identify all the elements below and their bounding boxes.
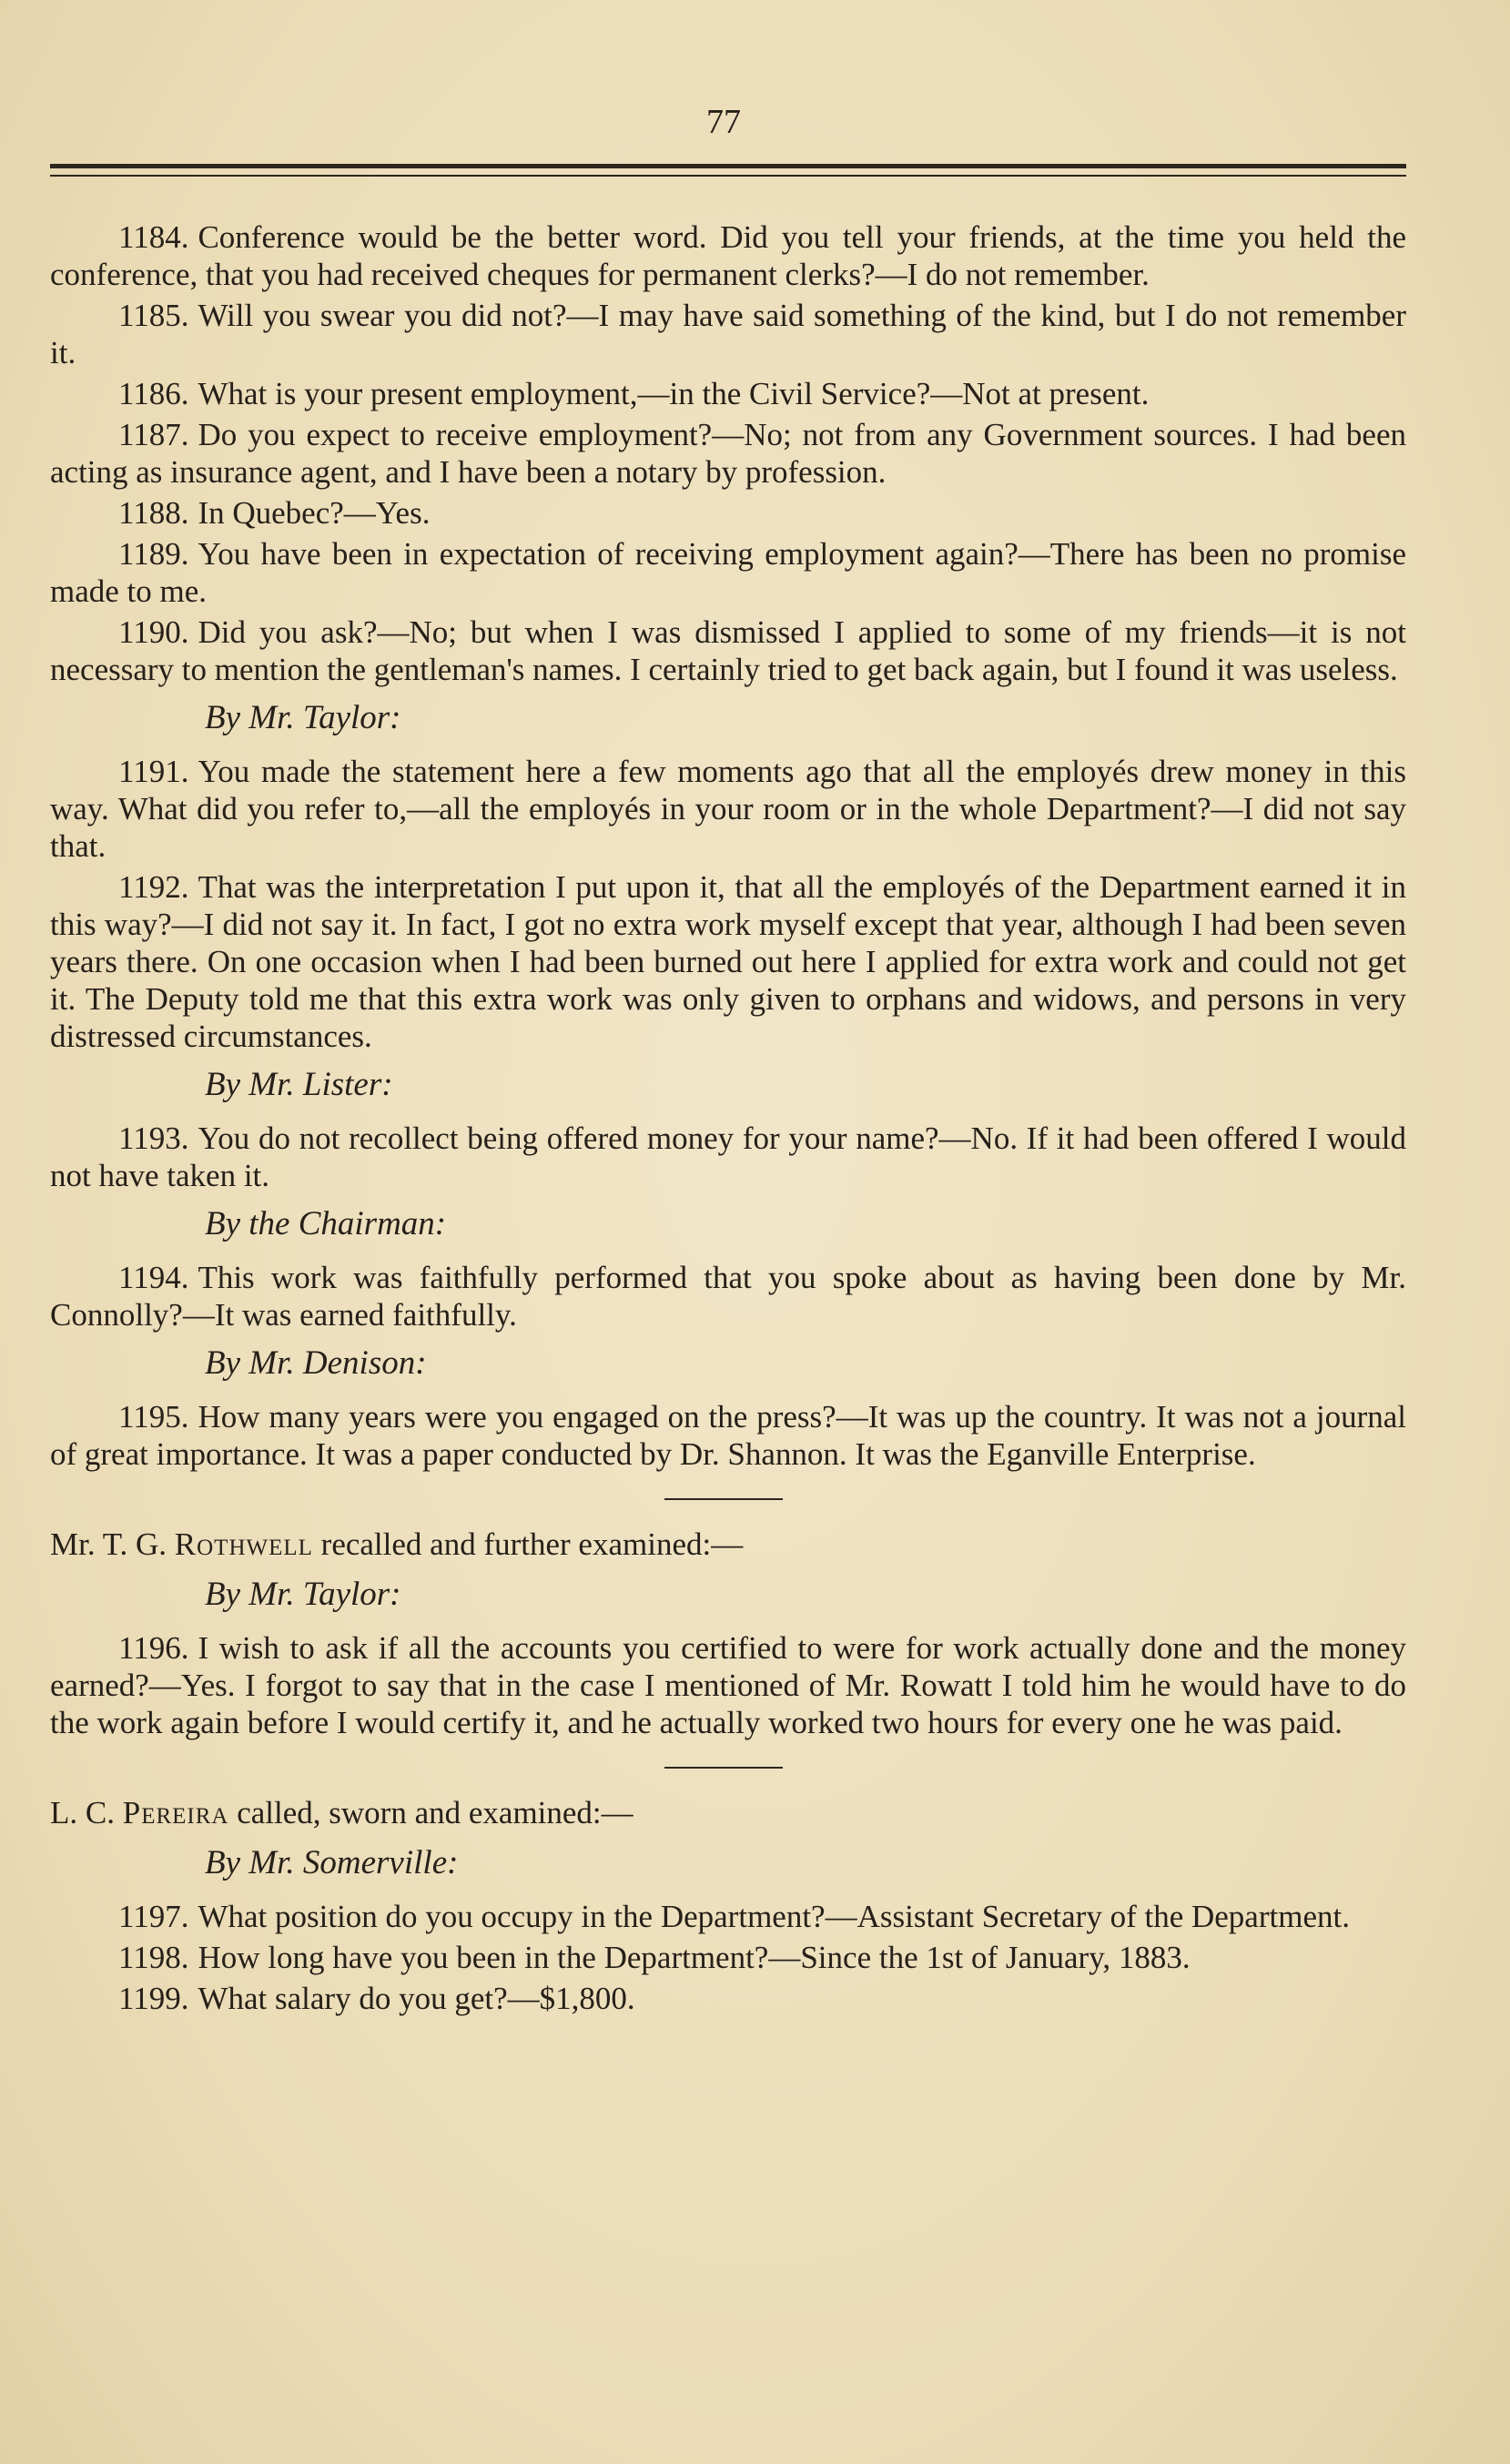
question-number: 1186. [118,376,189,411]
question-number: 1191. [118,754,189,789]
question-text: What is your present employment,—in the Civil Service? [198,376,931,411]
question-answer [50,494,1406,532]
witness-name: Pereira [122,1795,229,1830]
question-number: 1198. [118,1940,189,1975]
answer-text: — Yes. I forgot to say that in the case I mentioned of Mr. Rowatt I told him he would have to do the work again before I would certify it, and he actually worked two hours for every one he was paid. [50,1668,1406,1740]
answer-text: — $1,800. [508,1981,635,2016]
question-text: How many years were you engaged on the press? [198,1399,836,1435]
witness-initials: L. C. [50,1795,115,1830]
answer-text: — No. If it had been offered I would not have taken it. [50,1120,1406,1193]
question-number: 1195. [118,1399,189,1435]
examiner-heading: By Mr. Taylor: [205,699,401,736]
question-number: 1199. [118,1981,189,2016]
question-answer [50,375,1406,412]
question-text: What position do you occupy in the Department? [198,1899,826,1934]
question-answer [50,416,1406,491]
examiner-heading: By Mr. Lister: [205,1066,393,1103]
witness-initials: Mr. T. G. [50,1526,167,1562]
answer-text: — No; not from any Government sources. I had been acting as insurance agent, and I have been a notary by profession. [50,417,1406,490]
question-answer [50,1120,1406,1194]
examiner-heading: By Mr. Somerville: [205,1844,459,1881]
question-answer [50,1898,1406,1935]
answer-text: — Assistant Secretary of the Department. [826,1899,1350,1934]
answer-text: — There has been no promise made to me. [50,536,1406,609]
question-number: 1194. [118,1260,189,1295]
question-text: You made the statement here a few moments ago that all the employés drew money in this way. What did you refer to,—all the employés in your room or in the whole Department? [50,754,1406,826]
examiner-heading: By Mr. Denison: [205,1344,427,1382]
question-number: 1184. [118,219,189,255]
question-answer [50,535,1406,610]
answer-text: — I do not remember. [876,257,1150,292]
answer-text: — Since the 1st of January, 1883. [768,1940,1190,1975]
question-answer [50,1398,1406,1473]
question-number: 1189. [118,536,189,572]
testimony-body [50,218,1406,2021]
question-answer [50,868,1406,1055]
question-text: I wish to ask if all the accounts you certified to were for work actually done and the money earned? [50,1630,1406,1703]
answer-text: — Yes. [344,495,431,531]
question-number: 1192. [118,869,189,905]
question-answer [50,1629,1406,1741]
question-answer [50,1939,1406,1976]
examiner-heading: By Mr. Taylor: [205,1576,401,1613]
header-rule-thin [50,175,1406,177]
question-text: Conference would be the better word. Did you tell your friends, at the time you held the conference, that you had received cheques for permanent clerks? [50,219,1406,292]
question-number: 1187. [118,417,189,452]
question-number: 1188. [118,495,189,531]
question-answer [50,753,1406,865]
examiner-heading: By the Chairman: [205,1205,447,1242]
section-divider [664,1767,783,1769]
question-text: How long have you been in the Department? [198,1940,769,1975]
question-text: Do you expect to receive employment? [198,417,713,452]
answer-text: — I may have said something of the kind, but I do not remember it. [50,298,1406,370]
question-text: In Quebec? [198,495,344,531]
answer-text: — I did not say that. [50,791,1406,864]
question-text: Will you swear you did not? [198,298,567,333]
question-answer [50,218,1406,293]
question-answer [50,1980,1406,2017]
header-rule-thick [50,164,1406,168]
question-answer [50,613,1406,688]
question-number: 1193. [118,1120,189,1156]
witness-line [50,1794,1406,1831]
question-answer [50,297,1406,371]
section-divider [664,1498,783,1500]
question-text: What salary do you get? [198,1981,508,2016]
answer-text: — Not at present. [930,376,1149,411]
witness-status: called, sworn and examined:— [237,1795,633,1830]
witness-status: recalled and further examined:— [320,1526,744,1562]
question-text: You do not recollect being offered money for your name? [198,1120,939,1156]
question-text: This work was faithfully performed that you spoke about as having been done by Mr. Connolly? [50,1260,1406,1333]
answer-text: — It was up the country. It was not a journal of great importance. It was a paper conducted by Dr. Shannon. It was the Eganville Enterprise. [50,1399,1406,1472]
answer-text: — I did not say it. In fact, I got no extra work myself except that year, although I had been seven years there. On one occasion when I had been burned out here I applied for extra work and could not get it. The Deputy told me that this extra work was only given to orphans and widows, and persons in very distressed circumstances. [50,907,1406,1054]
answer-text: — It was earned faithfully. [183,1297,517,1333]
question-number: 1196. [118,1630,189,1666]
witness-line [50,1526,1406,1563]
question-number: 1197. [118,1899,189,1934]
question-answer [50,1259,1406,1333]
question-number: 1190. [118,614,189,650]
witness-name: Rothwell [174,1526,313,1562]
question-text: That was the interpretation I put upon it, that all the employés of the Department earned it in this way? [50,869,1406,942]
question-text: Did you ask? [198,614,378,650]
question-number: 1185. [118,298,189,333]
page-number: 77 [706,103,741,141]
answer-text: — No; but when I was dismissed I applied to some of my friends—it is not necessary to mention the gentleman's names. I certainly tried to get back again, but I found it was useless. [50,614,1406,687]
question-text: You have been in expectation of receiving employment again? [198,536,1018,572]
